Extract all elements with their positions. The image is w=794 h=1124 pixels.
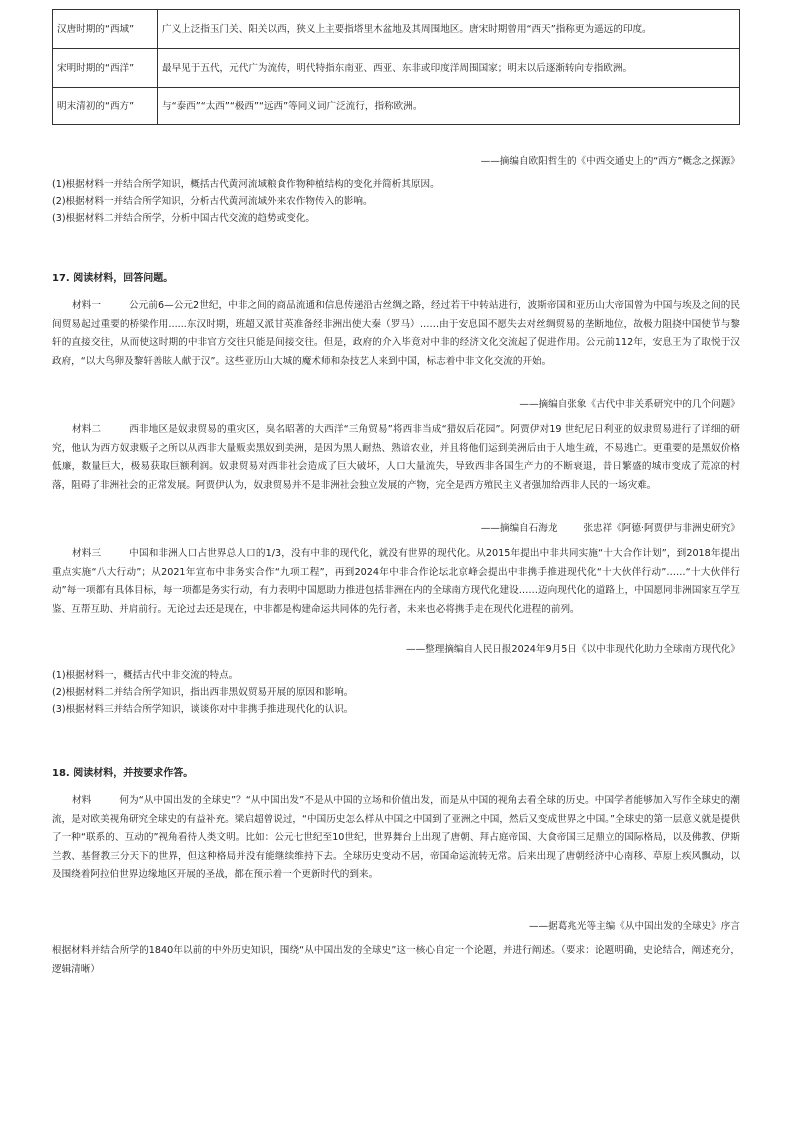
table-cell-term: 明末清初的“西方” — [53, 88, 158, 125]
material-text: 西非地区是奴隶贸易的重灾区，臭名昭著的大西洋“三角贸易”将西非当成“猎奴后花园”。阿贾伊对19 世纪尼日利亚的奴隶贸易进行了详细的研究，他认为西方奴隶贩子之所以从西非大量贩卖黑奴到美洲，是因为黑人耐热、熟谙农业，并且将他们运到美洲后由于人地生疏，不易逃亡。更重要的是黑奴价格低廉，数量巨大，极易获取巨额利润。奴隶贸易对西非社会造成了巨大破坏，人口大量流失，导致西非各国生产力的不断衰退，昔日繁盛的城市变成了荒凉的村落，阻碍了非洲社会的正常发展。阿贾伊认为，奴隶贸易并不是非洲社会独立发展的产物，完全是西方殖民主义者强加给西非人民的一场灾难。 — [52, 424, 741, 491]
q18-source: ——据葛兆光等主编《从中国出发的全球史》序言 — [528, 921, 740, 932]
q17-material-2 — [52, 421, 740, 495]
q18-heading: 18. 阅读材料，并按要求作答。 — [52, 768, 194, 779]
table-cell-term: 宋明时期的“西洋” — [53, 49, 158, 88]
material-text: 中国和非洲人口占世界总人口的1/3，没有中非的现代化，就没有世界的现代化。从2015年提出中非共同实施“十大合作计划”，到2018年提出重点实施“八大行动”；从2021年宣布中非务实合作“九项工程”，再到2024年中非合作论坛北京峰会提出中非携手推进现代化“十大伙伴行动”……“十大伙伴行动”每一项都有具体目标，每一项都是务实行动，有力表明中国愿助力推进包括非洲在内的全球南方现代化建设……迈向现代化的道路上，中国愿同非洲国家互学互鉴、互帮互助、并肩前行。无论过去还是现在，中非都是构建命运共同体的先行者，未来也必将携手走在现代化进程的前列。 — [52, 548, 740, 615]
material-text: 何为“从中国出发的全球史”？“从中国出发”不是从中国的立场和价值出发，而是从中国的视角去看全球的历史。中国学者能够加入写作全球史的潮流，是对欧美视角研究全球史的有益补充。梁启超曾说过，“中国历史怎么样从中国之中国到了亚洲之中国，然后又变成世界之中国。”全球史的第一层意义就是提供了一种“联系的、互动的”视角看待人类文明。比如：公元七世纪至10世纪，世界舞台上出现了唐朝、拜占庭帝国、大食帝国三足鼎立的国际格局，以及佛教、伊斯兰教、基督教三分天下的世界，但这种格局并没有能继续维持下去。全球历史变动不居，帝国命运流转无常。后来出现了唐朝经济中心南移、草原上疾风飘动，以及围绕着阿拉伯世界边缘地区开展的圣战，都在预示着一个更新时代的到来。 — [52, 795, 740, 880]
material-label: 材料三 — [72, 548, 102, 559]
q17-question-2: (2)根据材料二并结合所学知识，指出西非黑奴贸易开展的原因和影响。 — [52, 687, 354, 698]
q17-material-3-source: ——整理摘编自人民日报2024年9月5日《以中非现代化助力全球南方现代化》 — [405, 644, 740, 655]
table-cell-desc: 广义上泛指玉门关、阳关以西，狭义上主要指塔里木盆地及其周围地区。唐宋时期曾用“西天”指称更为遥远的印度。 — [158, 10, 740, 49]
q18-task: 根据材料并结合所学的1840年以前的中外历史知识，围绕“从中国出发的全球史”这一核心自定一个论题，并进行阐述。（要求：论题明确，史论结合，阐述充分，逻辑清晰） — [52, 945, 740, 975]
table-cell-term: 汉唐时期的“西域” — [53, 10, 158, 49]
material-label: 材料 — [72, 795, 92, 806]
q17-material-1 — [52, 297, 740, 371]
q17-material-2-source — [52, 520, 740, 539]
material-label: 材料二 — [72, 424, 102, 435]
q16-source: ——摘编自欧阳哲生的《中西交通史上的“西方”概念之探源》 — [480, 156, 740, 167]
q16-questions — [52, 176, 740, 227]
q17-material-3 — [52, 545, 740, 619]
q17-material-1-source: ——摘编自张象《古代中非关系研究中的几个问题》 — [519, 399, 740, 410]
q16-question-1: (1)根据材料一并结合所学知识，概括古代黄河流域粮食作物种植结构的变化并简析其原因。 — [52, 179, 440, 190]
q17-question-1: (1)根据材料一，概括古代中非交流的特点。 — [52, 670, 239, 681]
q17-heading: 17. 阅读材料，回答问题。 — [52, 273, 174, 284]
q17-question-3: (3)根据材料三并结合所学知识，谈谈你对中非携手推进现代化的认识。 — [52, 704, 354, 715]
table-row — [53, 49, 740, 88]
q16-question-2: (2)根据材料一并结合所学知识，分析古代黄河流域外来农作物传入的影响。 — [52, 196, 373, 207]
source-part: ——摘编自石海龙 — [480, 523, 558, 534]
material-text: 公元前6—公元2世纪，中非之间的商品流通和信息传递沿古丝绸之路，经过若干中转站进行，波斯帝国和亚历山大帝国曾为中国与埃及之间的民间贸易起过重要的桥梁作用......东汉时期，班超又派甘英准备经非洲出使大秦（罗马）……由于安息国不愿失去对丝绸贸易的垄断地位，故极力阻挠中国使节与黎轩的直接交往，从而使这时期的中非官方交往只能是间接交往。但是，政府的介入毕竟对中非的经济文化交流起了促进作用。公元前112年，安息王为了取悦于汉政府，“以大鸟卵及黎轩善眩人献于汉”。这些亚历山大城的魔术师和杂技艺人来到中国，标志着中非文化交流的开始。 — [52, 300, 740, 367]
source-part: 张忠祥《阿德·阿贾伊与非洲史研究》 — [583, 523, 740, 534]
west-concept-table — [52, 9, 740, 125]
q16-question-3: (3)根据材料二并结合所学，分析中国古代交流的趋势或变化。 — [52, 213, 316, 224]
table-row — [53, 10, 740, 49]
table-cell-desc: 与“泰西”“太西”“极西”“远西”等同义词广泛流行，指称欧洲。 — [158, 88, 740, 125]
material-label: 材料一 — [72, 300, 101, 311]
q18-material — [52, 792, 740, 885]
table-cell-desc: 最早见于五代，元代广为流传，明代特指东南亚、西亚、东非或印度洋周围国家；明末以后逐渐转向专指欧洲。 — [158, 49, 740, 88]
table-row — [53, 88, 740, 125]
q17-questions — [52, 667, 740, 718]
